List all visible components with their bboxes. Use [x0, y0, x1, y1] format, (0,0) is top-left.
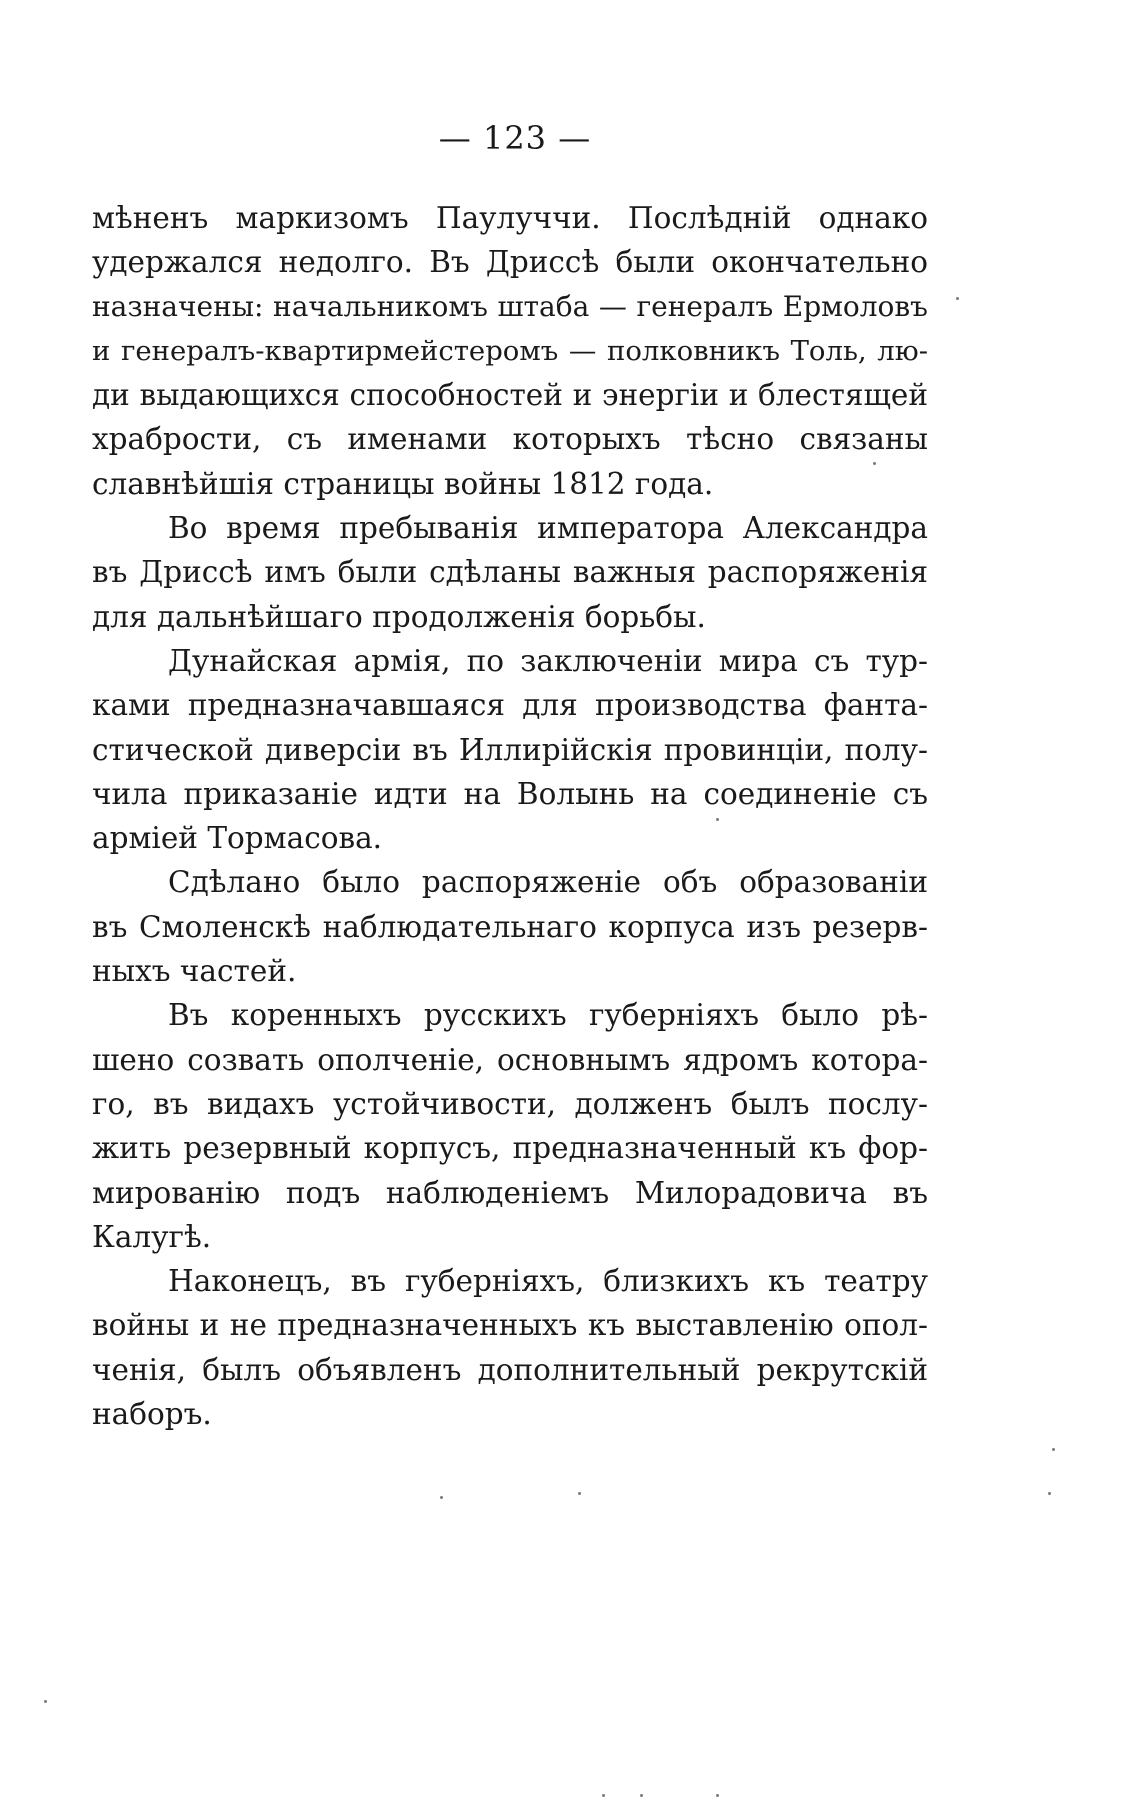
text-line: стической диверсіи въ Иллирійскія провинціи, полу- [92, 732, 928, 767]
text-line: назначены: начальникомъ штаба — генералъ Ермоловъ [92, 289, 928, 323]
text-line: Дунайская армія, по заключеніи мира съ тур- [168, 643, 928, 678]
text-line: и генералъ-квартирмейстеромъ — полковникъ Толь, лю- [92, 334, 928, 367]
scan-speck [956, 297, 959, 300]
text-line: храбрости, съ именами которыхъ тѣсно связаны [92, 422, 928, 457]
text-line: чила приказаніе идти на Волынь на соединеніе съ [92, 776, 928, 811]
text-line: арміей Тормасова. [92, 821, 383, 856]
text-line: удержался недолго. Въ Дриссѣ были окончательно [92, 245, 928, 280]
body-text [92, 196, 928, 1436]
scan-speck [440, 1496, 443, 1499]
text-line: ками предназначавшаяся для производства фанта- [92, 688, 928, 723]
page-number: — 123 — [438, 119, 592, 157]
scan-speck [578, 1492, 581, 1495]
text-line: мѣненъ маркизомъ Паулуччи. Послѣдній однако [92, 201, 928, 235]
scan-speck [873, 462, 876, 465]
scan-speck [44, 1700, 47, 1703]
text-line: наборъ. [92, 1397, 212, 1432]
text-line: ди выдающихся способностей и энергіи и блестящей [92, 378, 928, 413]
scan-speck [716, 1794, 719, 1797]
scan-speck [640, 1794, 643, 1797]
text-line: ныхъ частей. [92, 954, 297, 989]
text-line: въ Смоленскѣ наблюдательнаго корпуса изъ резерв- [92, 909, 928, 944]
scan-speck [716, 818, 719, 821]
text-line: Сдѣлано было распоряженіе объ образованіи [168, 865, 928, 900]
text-line: въ Дриссѣ имъ были сдѣланы важныя распоряженія [92, 555, 928, 590]
text-line: го, въ видахъ устойчивости, долженъ былъ послу- [92, 1086, 928, 1121]
text-line: для дальнѣйшаго продолженія борьбы. [92, 599, 706, 634]
scan-speck [602, 1794, 605, 1797]
text-line: Наконецъ, въ губерніяхъ, близкихъ къ театру [168, 1264, 928, 1299]
text-line: шено созвать ополченіе, основнымъ ядромъ котора- [92, 1042, 928, 1077]
text-line: Въ коренныхъ русскихъ губерніяхъ было рѣ- [168, 998, 928, 1033]
text-line: мированію подъ наблюденіемъ Милорадовича въ [92, 1175, 928, 1210]
text-line: славнѣйшія страницы войны 1812 года. [92, 466, 714, 501]
text-line: Калугѣ. [92, 1219, 212, 1254]
scan-speck [1048, 1492, 1051, 1495]
text-line: жить резервный корпусъ, предназначенный къ фор- [92, 1131, 928, 1166]
text-line: ченія, былъ объявленъ дополнительный рекрутскій [92, 1352, 928, 1387]
scan-speck [1052, 1448, 1055, 1451]
text-line: Во время пребыванія императора Александра [168, 511, 928, 546]
text-line: войны и не предназначенныхъ къ выставленію опол- [92, 1308, 928, 1343]
